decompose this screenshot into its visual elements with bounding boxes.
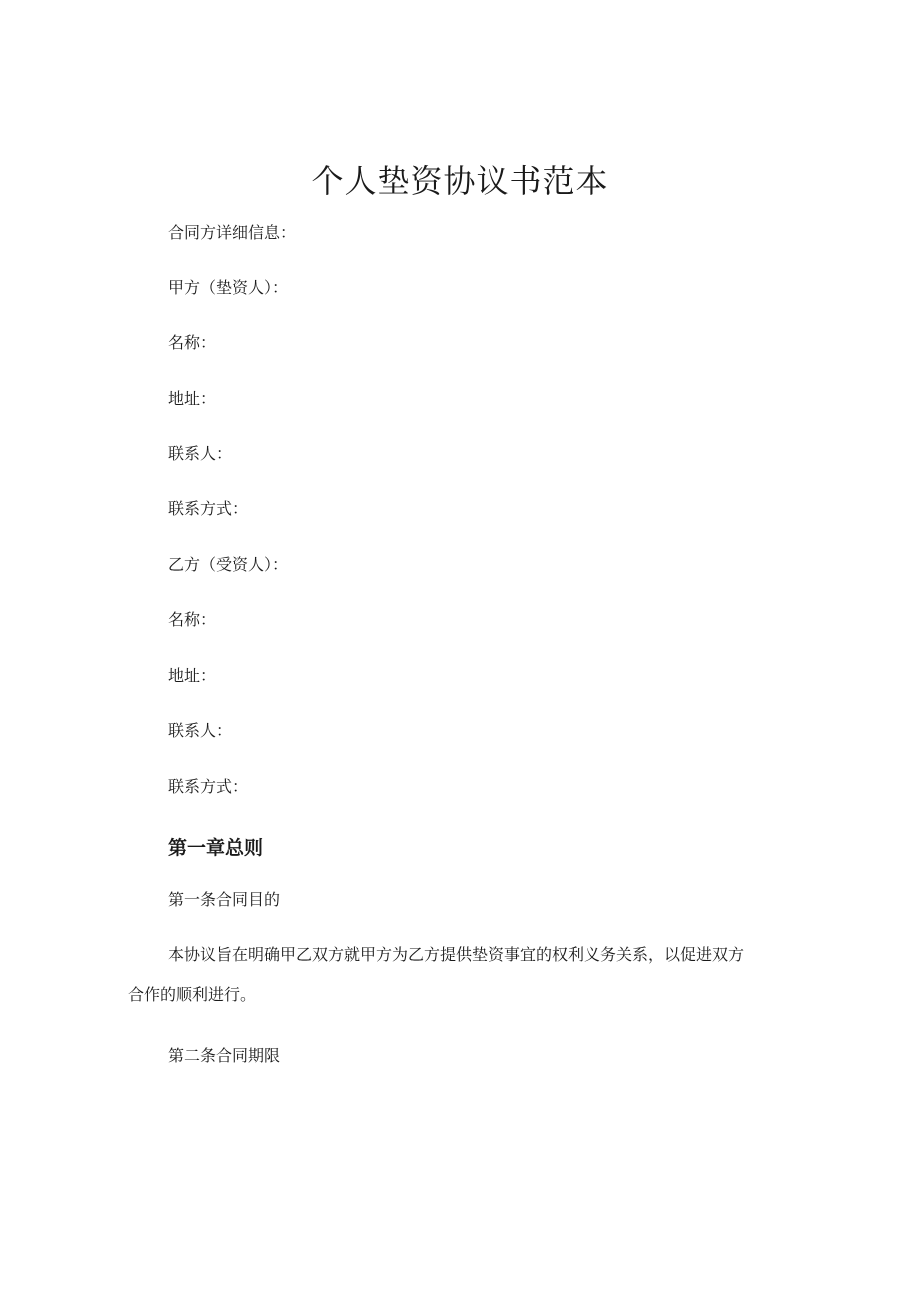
party-b-name-label: 名称： xyxy=(168,610,217,629)
party-info-heading: 合同方详细信息： xyxy=(168,223,297,242)
party-a-heading: 甲方（垫资人）： xyxy=(168,278,289,297)
article-1-body-line-2: 合作的顺利进行。 xyxy=(128,985,257,1004)
party-b-address-label: 地址： xyxy=(168,666,217,685)
party-a-name-label: 名称： xyxy=(168,333,217,352)
article-1-heading: 第一条合同目的 xyxy=(168,890,281,909)
party-b-contact-method-label: 联系方式： xyxy=(168,777,249,796)
party-b-heading: 乙方（受资人）： xyxy=(168,555,289,574)
chapter-1-heading: 第一章总则 xyxy=(168,837,264,859)
party-a-address-label: 地址： xyxy=(168,389,217,408)
article-2-heading: 第二条合同期限 xyxy=(168,1046,281,1065)
party-a-contact-label: 联系人： xyxy=(168,444,233,463)
article-1-body-line-1: 本协议旨在明确甲乙双方就甲方为乙方提供垫资事宜的权利义务关系，以促进双方 xyxy=(168,945,745,964)
article-1-body xyxy=(128,945,788,1005)
document-title: 个人垫资协议书范本 xyxy=(311,162,609,200)
party-b-contact-label: 联系人： xyxy=(168,721,233,740)
party-a-contact-method-label: 联系方式： xyxy=(168,499,249,518)
